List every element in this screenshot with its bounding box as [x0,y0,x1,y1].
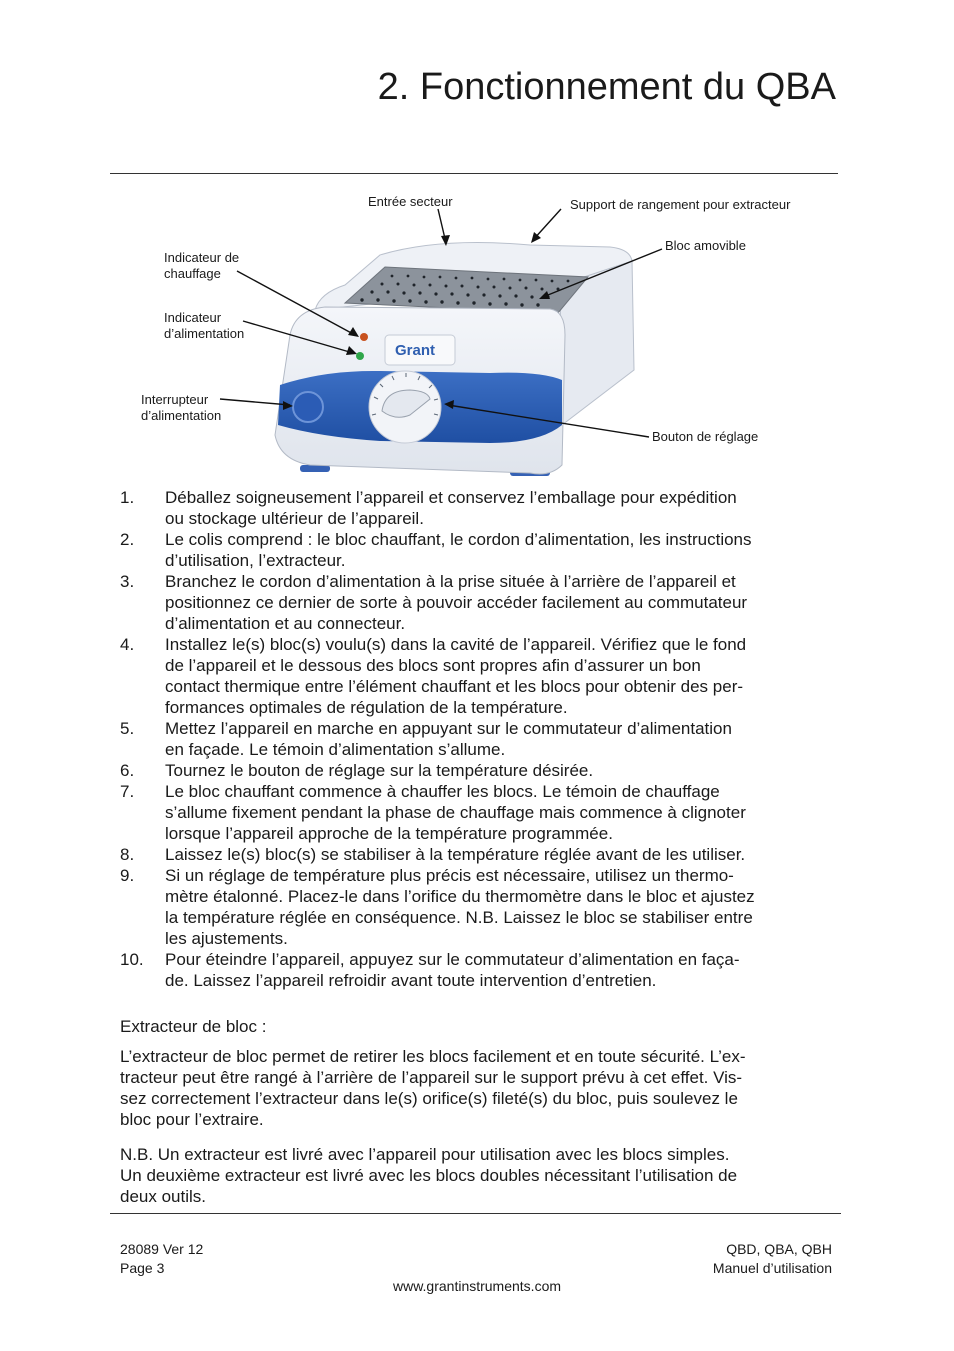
instruction-item [120,865,840,949]
instruction-line: les ajustements. [165,929,288,948]
instruction-list [120,487,840,991]
instruction-item [120,760,840,781]
instruction-line: Si un réglage de température plus précis est nécessaire, utilisez un thermo- [165,866,734,885]
instruction-item [120,634,840,718]
instruction-line: Branchez le cordon d’alimentation à la prise située à l’arrière de l’appareil et [165,572,736,591]
instruction-number: 1. [120,488,135,507]
page-title: 2. Fonctionnement du QBA [377,66,836,108]
power-switch [293,392,323,422]
instruction-line: lorsque l’appareil approche de la température programmée. [165,824,613,843]
brand-logo: Grant [394,342,436,359]
extractor-heading: Extracteur de bloc : [120,1017,267,1036]
instruction-line: la température réglée en conséquence. N.B. Laissez le bloc se stabiliser entre [165,908,753,927]
footer-right [713,1240,832,1278]
instruction-number: 4. [120,635,135,654]
header-rule [110,173,838,174]
doc-version: 28089 Ver 12 [120,1241,204,1257]
callout-bloc-amovible: Bloc amovible [665,238,746,253]
instruction-number: 10. [120,950,144,969]
instruction-line: Mettez l’appareil en marche en appuyant sur le commutateur d’alimentation [165,719,732,738]
instruction-item [120,718,840,760]
instruction-line: Déballez soigneusement l’appareil et conservez l’emballage pour expédition [165,488,737,507]
page-number: Page 3 [120,1260,165,1276]
instruction-item [120,844,840,865]
instruction-item [120,949,840,991]
instruction-item [120,571,840,634]
instruction-line: Le bloc chauffant commence à chauffer les blocs. Le témoin de chauffage [165,782,720,801]
instruction-line: Laissez le(s) bloc(s) se stabiliser à la température réglée avant de les utiliser. [165,845,746,864]
instruction-item [120,781,840,844]
instruction-line: en façade. Le témoin d’alimentation s’allume. [165,740,506,759]
instruction-line: d’alimentation et au connecteur. [165,614,406,633]
instruction-line: Le colis comprend : le bloc chauffant, le cordon d’alimentation, les instructions [165,530,752,549]
instruction-line: ou stockage ultérieur de l’appareil. [165,509,424,528]
instruction-line: positionnez ce dernier de sorte à pouvoir accéder facilement au commutateur [165,593,748,612]
callout-support-rangement: Support de rangement pour extracteur [570,197,791,212]
callout-indicateur-chauffage: Indicateur de chauffage [164,250,240,281]
callout-bouton-reglage: Bouton de réglage [652,429,759,444]
instruction-item [120,487,840,529]
instruction-line: s’allume fixement pendant la phase de chauffage mais commence à clignoter [165,803,746,822]
power-indicator [356,352,364,360]
instruction-line: contact thermique entre l’élément chauffant et les blocs pour obtenir des per- [165,677,744,696]
instruction-number: 6. [120,761,135,780]
instruction-line: Pour éteindre l’appareil, appuyez sur le commutateur d’alimentation en faça- [165,950,740,969]
footer-left [120,1240,203,1278]
instruction-number: 9. [120,866,135,885]
instruction-number: 2. [120,530,135,549]
extractor-paragraph-2: N.B. Un extracteur est livré avec l’appareil pour utilisation avec les blocs simples. Un deuxième extracteur est livré avec les blocs doubles nécessitant l’utilisation de deux outils. [120,1145,738,1206]
manual-name: Manuel d’utilisation [712,1260,832,1276]
footer-rule [110,1213,841,1214]
callout-entree-secteur: Entrée secteur [368,194,453,209]
callout-interrupteur-alimentation: Interrupteur d’alimentation [141,392,222,423]
instruction-line: de l’appareil et le dessous des blocs sont propres afin d’assurer un bon [165,656,701,675]
callout-indicateur-alimentation: Indicateur d’alimentation [164,310,245,341]
instruction-line: d’utilisation, l’extracteur. [165,551,346,570]
instruction-number: 5. [120,719,135,738]
instruction-number: 7. [120,782,135,801]
instruction-line: Tournez le bouton de réglage sur la température désirée. [165,761,594,780]
instruction-line: formances optimales de régulation de la température. [165,698,568,717]
instruction-item [120,529,840,571]
extractor-paragraph-1: L’extracteur de bloc permet de retirer les blocs facilement et en toute sécurité. L’ex- tracteur peut être rangé à l’arrière de l’appareil sur le support prévu à cet effet. Vis- sez correctement l’extracteur dans le(s) orifice(s) fileté(s) du bloc, puis soulevez le bloc pour l’extraire. [120,1047,746,1129]
instruction-line: Installez le(s) bloc(s) voulu(s) dans la cavité de l’appareil. Vérifiez que le fond [165,635,747,654]
heating-indicator [360,333,368,341]
instruction-number: 8. [120,845,135,864]
device-figure [110,185,838,485]
instruction-line: mètre étalonné. Placez-le dans l’orifice du thermomètre dans le bloc et ajustez [165,887,755,906]
instruction-line: de. Laissez l’appareil refroidir avant toute intervention d’entretien. [165,971,657,990]
website-link[interactable]: www.grantinstruments.com [392,1278,562,1294]
model-list: QBD, QBA, QBH [726,1241,832,1257]
instruction-number: 3. [120,572,135,591]
